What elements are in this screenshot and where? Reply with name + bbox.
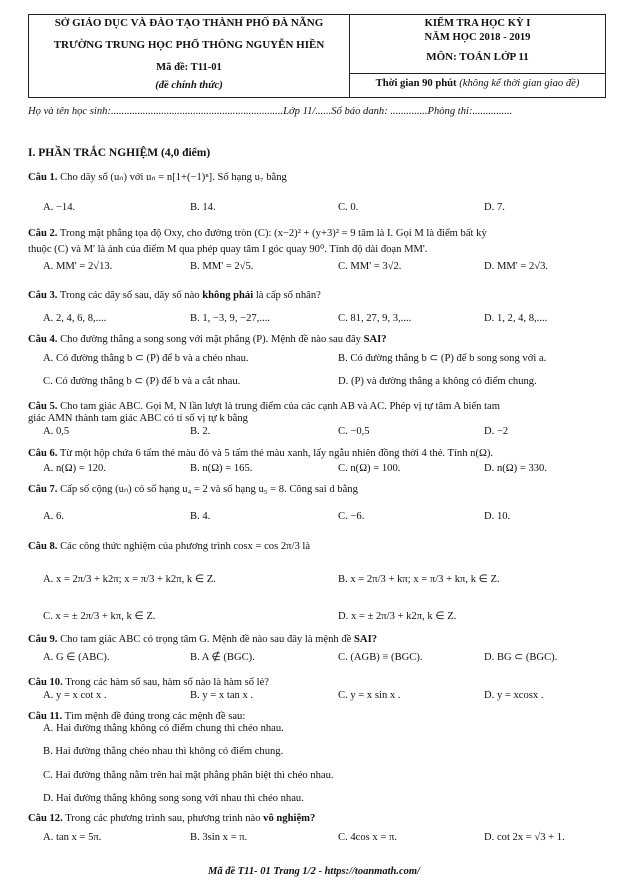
question-label: Câu 7. — [28, 484, 58, 495]
question-emphasis: vô nghiệm? — [263, 813, 316, 824]
option-d: D. MM' = 2√3. — [484, 261, 549, 272]
exam-info-block — [350, 15, 605, 97]
option-c: C. Hai đường thẳng nằm trên hai mặt phẳng phân biệt thì chéo nhau. — [43, 770, 334, 781]
option-d: D. Hai đường thẳng không song song với nhau thì chéo nhau. — [43, 793, 304, 804]
question-label: Câu 5. — [28, 401, 58, 412]
question-text: Trong các phương trình sau, phương trình nào — [65, 813, 261, 824]
question-text: Cho tam giác ABC có trọng tâm G. Mệnh đề nào sau đây là mệnh đề — [60, 634, 352, 645]
question-text: Cho đường thẳng a song song với mặt phẳng (P). Mệnh đề nào sau đây — [60, 334, 361, 345]
question-text-cont: giác AMN thành tam giác ABC có tỉ số vị tự k bằng — [28, 413, 248, 424]
option-d: D. y = xcosx . — [484, 690, 544, 701]
option-a: A. Có đường thẳng b ⊂ (P) để b và a chéo nhau. — [43, 353, 249, 364]
header-divider — [350, 73, 605, 74]
subject: MÔN: TOÁN LỚP 11 — [426, 51, 529, 63]
question-label: Câu 2. — [28, 228, 58, 239]
time-label: Thời gian 90 phút — [375, 78, 457, 89]
option-c: C. MM' = 3√2. — [338, 261, 402, 272]
option-b: B. 2. — [190, 426, 211, 437]
option-b: B. Có đường thẳng b ⊂ (P) để b song song với a. — [338, 353, 547, 364]
question-label: Câu 12. — [28, 813, 63, 824]
question-text: Cho dãy số (uₙ) với uₙ = n[1+(−1)ⁿ]. Số hạng u₇ bằng — [60, 172, 287, 183]
question-emphasis: SAI? — [354, 634, 377, 645]
option-b: B. Hai đường thẳng chéo nhau thì không có điểm chung. — [43, 746, 284, 757]
option-d: D. −2 — [484, 426, 509, 437]
option-a: A. G ∈ (ABC). — [43, 652, 110, 663]
question-label: Câu 11. — [28, 711, 63, 722]
exam-code: Mã đề: T11-01 — [156, 62, 222, 73]
option-d: D. 10. — [484, 511, 511, 522]
question-text: Trong các hàm số sau, hàm số nào là hàm số lẻ? — [65, 677, 269, 688]
question-label: Câu 10. — [28, 677, 63, 688]
option-b: B. 4. — [190, 511, 211, 522]
time-note: (không kể thời gian giao đề) — [459, 78, 580, 89]
option-a: A. −14. — [43, 202, 76, 213]
option-c: C. Có đường thẳng b ⊂ (P) để b và a cắt nhau. — [43, 376, 241, 387]
option-b: B. y = x tan x . — [190, 690, 254, 701]
option-c: C. (AGB) ≡ (BGC). — [338, 652, 423, 663]
question-emphasis: SAI? — [363, 334, 387, 345]
question-emphasis: không phải — [202, 290, 254, 301]
option-a: A. tan x = 5π. — [43, 832, 102, 843]
option-b: B. 3sin x = π. — [190, 832, 248, 843]
question-text: Trong mặt phẳng tọa độ Oxy, cho đường tròn (C): (x−2)² + (y+3)² = 9 tâm là I. Gọi M là điểm bất kỳ — [59, 228, 487, 239]
option-b: B. n(Ω) = 165. — [190, 463, 253, 474]
department-name: SỞ GIÁO DỤC VÀ ĐÀO TẠO THÀNH PHỐ ĐÀ NẴNG — [54, 17, 324, 29]
page-footer: Mã đề T11- 01 Trang 1/2 - https://toanmath.com/ — [208, 866, 420, 877]
question-label: Câu 9. — [28, 634, 58, 645]
option-c: C. y = x sin x . — [338, 690, 401, 701]
option-c: C. n(Ω) = 100. — [338, 463, 401, 474]
question-label: Câu 4. — [28, 334, 58, 345]
option-a: A. Hai đường thẳng không có điểm chung thì chéo nhau. — [43, 723, 284, 734]
question-label: Câu 6. — [28, 448, 58, 459]
option-a: A. MM' = 2√13. — [43, 261, 113, 272]
option-c: C. −0,5 — [338, 426, 370, 437]
option-b: B. 14. — [190, 202, 216, 213]
question-text-cont: thuộc (C) và M' là ảnh của điểm M qua phép quay tâm I góc quay 90⁰. Tính độ dài đoạn MM'. — [28, 244, 428, 255]
option-d: D. BG ⊂ (BGC). — [484, 652, 558, 663]
option-d: D. x = ± 2π/3 + k2π, k ∈ Z. — [338, 611, 457, 622]
school-block — [29, 15, 350, 97]
question-label: Câu 3. — [28, 290, 58, 301]
question-text: Cấp số cộng (uₙ) có số hạng u₄ = 2 và số hạng u₅ = 8. Công sai d bằng — [60, 484, 358, 495]
option-a: A. 2, 4, 6, 8,.... — [43, 313, 107, 324]
option-d: D. (P) và đường thẳng a không có điểm chung. — [338, 376, 537, 387]
question-text-after: là cấp số nhân? — [255, 290, 321, 301]
question-label: Câu 8. — [28, 541, 58, 552]
option-b: B. x = 2π/3 + kπ; x = π/3 + kπ, k ∈ Z. — [338, 574, 500, 585]
option-a: A. x = 2π/3 + k2π; x = π/3 + k2π, k ∈ Z. — [43, 574, 216, 585]
school-name: TRƯỜNG TRUNG HỌC PHỔ THÔNG NGUYỄN HIỀN — [53, 39, 325, 51]
official-note: (đề chính thức) — [155, 80, 223, 91]
question-text: Trong các dãy số sau, dãy số nào — [59, 290, 200, 301]
question-label: Câu 1. — [28, 172, 58, 183]
option-a: A. 6. — [43, 511, 64, 522]
option-c: C. x = ± 2π/3 + kπ, k ∈ Z. — [43, 611, 156, 622]
option-a: A. y = x cot x . — [43, 690, 107, 701]
option-b: B. MM' = 2√5. — [190, 261, 254, 272]
student-info-line: Họ và tên học sinh:.................................................................Lớp 11/......Số báo danh: ..............Phòng thi:............... — [28, 106, 513, 117]
question-text: Cho tam giác ABC. Gọi M, N lần lượt là trung điểm của các cạnh AB và AC. Phép vị tự tâm A biến tam — [60, 401, 500, 412]
option-d: D. 1, 2, 4, 8,.... — [484, 313, 548, 324]
option-a: A. n(Ω) = 120. — [43, 463, 106, 474]
question-text: Từ một hộp chứa 6 tấm thẻ màu đỏ và 5 tấm thẻ màu xanh, lấy ngẫu nhiên đồng thời 4 thẻ. Tính n(Ω). — [59, 448, 494, 459]
question-text: Các công thức nghiệm của phương trình cosx = cos 2π/3 là — [60, 541, 311, 552]
section-title: I. PHẦN TRẮC NGHIỆM (4,0 điểm) — [28, 147, 211, 159]
option-c: C. 81, 27, 9, 3,.... — [338, 313, 412, 324]
question-text: Tìm mệnh đề đúng trong các mệnh đề sau: — [64, 711, 246, 722]
school-year: NĂM HỌC 2018 - 2019 — [424, 32, 531, 43]
option-c: C. 0. — [338, 202, 359, 213]
option-d: D. cot 2x = √3 + 1. — [484, 832, 565, 843]
option-c: C. −6. — [338, 511, 365, 522]
exam-header — [28, 14, 606, 98]
option-b: B. A ∉ (BGC). — [190, 652, 255, 663]
option-b: B. 1, −3, 9, −27,.... — [190, 313, 270, 324]
option-d: D. 7. — [484, 202, 505, 213]
option-a: A. 0,5 — [43, 426, 70, 437]
exam-title: KIỂM TRA HỌC KỲ I — [424, 18, 531, 29]
option-d: D. n(Ω) = 330. — [484, 463, 547, 474]
option-c: C. 4cos x = π. — [338, 832, 397, 843]
